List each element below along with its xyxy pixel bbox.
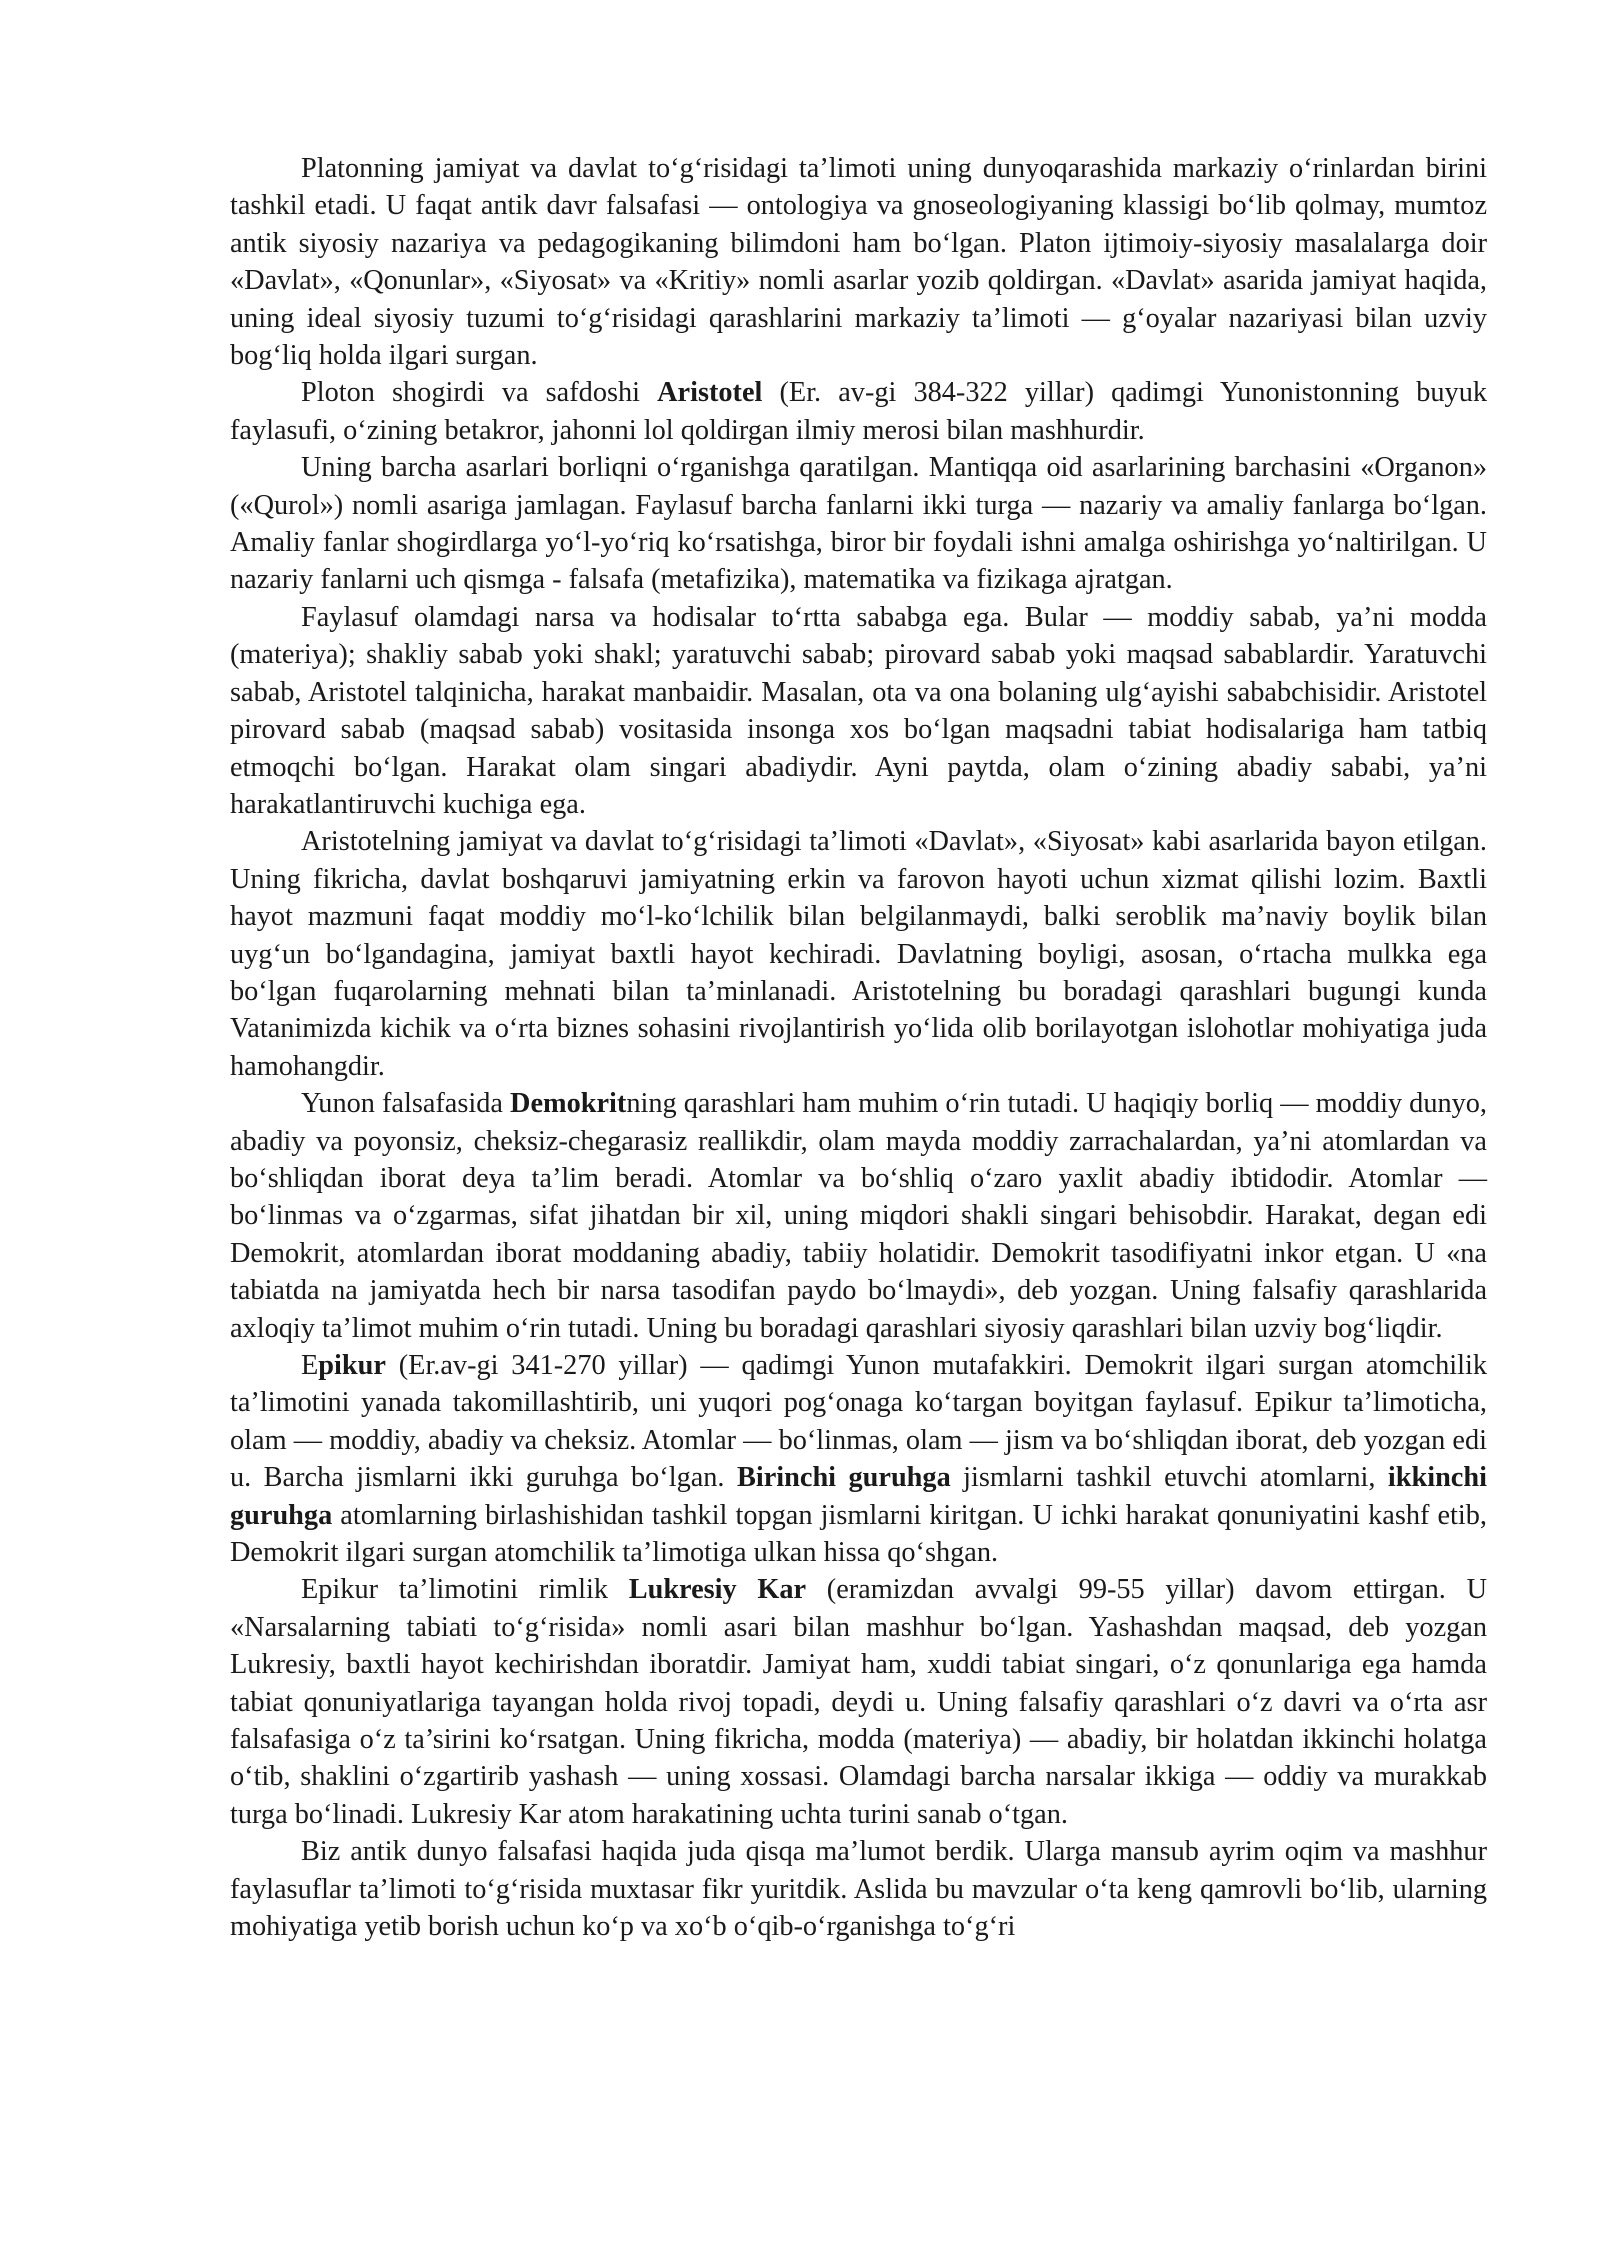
paragraph-demokrit bbox=[230, 1085, 1487, 1347]
text-run: Ploton shogirdi va safdoshi bbox=[301, 377, 658, 409]
paragraph-aristotel-works bbox=[230, 449, 1487, 599]
paragraph-epikur bbox=[230, 1347, 1487, 1571]
document-body bbox=[230, 150, 1487, 1946]
text-run: E bbox=[301, 1350, 319, 1381]
bold-term: Aristotel bbox=[657, 377, 763, 409]
text-run: ning qarashlari ham muhim o‘rin tutadi. U haqiqiy borliq — moddiy dunyo, abadiy va poyonsiz, cheksiz-chegarasiz reallikdir, olam mayda moddiy zarrachalardan, ya’ni atomlardan va bo‘shliqdan iborat deya ta’lim beradi. Atomlar va bo‘shliq o‘zaro yaxlit abadiy ibtidodir. Atomlar — bo‘linmas va o‘zgarmas, sifat jihatdan bir xil, uning miqdori shakli singari behisobdir. Harakat, degan edi Demokrit, atomlardan iborat moddaning abadiy, tabiiy holatidir. Demokrit tasodifiyatni inkor etgan. U «na tabiatda na jamiyatda hech bir narsa tasodifan paydo bo‘lmaydi», deb yozgan. Uning falsafiy qarashlarida axloqiy ta’limot muhim o‘rin tutadi. Uning bu boradagi qarashlari siyosiy qarashlari bilan uzviy bog‘liqdir. bbox=[230, 1088, 1487, 1344]
bold-term: pikur bbox=[318, 1350, 386, 1381]
text-run: Uning barcha asarlari borliqni o‘rganishga qaratilgan. Mantiqqa oid asarlarining barchasini «Organon» («Qurol») nomli asariga jamlagan. Faylasuf barcha fanlarni ikki turga — nazariy va amaliy fanlarga bo‘lgan. Amaliy fanlar shogirdlarga yo‘l-yo‘riq ko‘rsatishga, biror bir foydali ishni amalga oshirishga yo‘naltirilgan. U nazariy fanlarni uch qismga - falsafa (metafizika), matematika va fizikaga ajratgan. bbox=[230, 452, 1487, 596]
paragraph-lukresiy bbox=[230, 1571, 1487, 1833]
paragraph-platon-state bbox=[230, 150, 1487, 374]
paragraph-aristotel-state bbox=[230, 823, 1487, 1085]
paragraph-aristotel-causes bbox=[230, 599, 1487, 823]
text-run: jismlarni tashkil etuvchi atomlarni, bbox=[950, 1462, 1388, 1494]
text-run: (eramizdan avvalgi 99-55 yillar) davom ettirgan. U «Narsalarning tabiati to‘g‘risida» nomli asari bilan mashhur bo‘lgan. Yashashdan maqsad, deb yozgan Lukresiy, baxtli hayot kechirishdan iboratdir. Jamiyat ham, xuddi tabiat singari, o‘z qonunlariga ega hamda tabiat qonuniyatlariga tayangan holda rivoj topadi, deydi u. Uning falsafiy qarashlari o‘z davri va o‘rta asr falsafasiga o‘z ta’sirini ko‘rsatgan. Uning fikricha, modda (materiya) — abadiy, bir holatdan ikkinchi holatga o‘tib, shaklini o‘zgartirib yashash — uning xossasi. Olamdagi barcha narsalar ikkiga — oddiy va murakkab turga bo‘linadi. Lukresiy Kar atom harakatining uchta turini sanab o‘tgan. bbox=[230, 1574, 1488, 1830]
text-run: atomlarning birlashishidan tashkil topgan jismlarni kiritgan. U ichki harakat qonuniyatini kashf etib, Demokrit ilgari surgan atomchilik ta’limotiga ulkan hissa qo‘shgan. bbox=[230, 1499, 1487, 1569]
text-run: Platonning jamiyat va davlat to‘g‘risidagi ta’limoti uning dunyoqarashida markaziy o‘rinlardan birini tashkil etadi. U faqat antik davr falsafasi — ontologiya va gnoseologiyaning klassigi bo‘lib qolmay, mumtoz antik siyosiy nazariya va pedagogikaning bilimdoni ham bo‘lgan. Platon ijtimoiy-siyosiy masalalarga doir «Davlat», «Qonunlar», «Siyosat» va «Kritiy» nomli asarlar yozib qoldirgan. «Davlat» asarida jamiyat haqida, uning ideal siyosiy tuzumi to‘g‘risidagi qarashlarini markaziy ta’limoti — g‘oyalar nazariyasi bilan uzviy bog‘liq holda ilgari surgan. bbox=[230, 153, 1487, 372]
text-run: (Er. av-gi 384-322 yillar) qadimgi Yunonistonning buyuk faylasufi, o‘zining betakror, jahonni lol qoldirgan ilmiy merosi bilan mashhurdir. bbox=[230, 377, 1487, 446]
text-run: Aristotelning jamiyat va davlat to‘g‘risidagi ta’limoti «Davlat», «Siyosat» kabi asarlarida bayon etilgan. Uning fikricha, davlat boshqaruvi jamiyatning erkin va farovon hayoti uchun xizmat qilishi lozim. Baxtli hayot mazmuni faqat moddiy mo‘l-ko‘lchilik bilan belgilanmaydi, balki seroblik ma’naviy boylik bilan uyg‘un bo‘lgandagina, jamiyat baxtli hayot kechiradi. Davlatning boyligi, asosan, o‘rtacha mulkka ega bo‘lgan fuqarolarning mehnati bilan ta’minlanadi. Aristotelning bu boradagi qarashlari bugungi kunda Vatanimizda kichik va o‘rta biznes sohasini rivojlantirish yo‘lida olib borilayotgan islohotlar mohiyatiga juda hamohangdir. bbox=[230, 826, 1487, 1082]
text-run: Epikur ta’limotini rimlik bbox=[301, 1574, 629, 1606]
paragraph-aristotel-intro bbox=[230, 374, 1487, 449]
bold-term: ikkinchi guruhga bbox=[230, 1462, 1487, 1531]
text-run: Faylasuf olamdagi narsa va hodisalar to‘rtta sababga ega. Bular — moddiy sabab, ya’ni modda (materiya); shakliy sabab yoki shakl; yaratuvchi sabab; pirovard sabab yoki maqsad sabablardir. Yaratuvchi sabab, Aristotel talqinicha, harakat manbaidir. Masalan, ota va ona bolaning ulg‘ayishi sababchisidir. Aristotel pirovard sabab (maqsad sabab) vositasida insonga xos bo‘lgan maqsadni tabiat hodisalariga ham tatbiq etmoqchi bo‘lgan. Harakat olam singari abadiydir. Ayni paytda, olam o‘zining abadiy sababi, ya’ni harakatlantiruvchi kuchiga ega. bbox=[230, 601, 1487, 820]
bold-term: Demokrit bbox=[510, 1088, 627, 1120]
bold-term: Birinchi guruhga bbox=[736, 1462, 951, 1494]
text-run: Biz antik dunyo falsafasi haqida juda qisqa ma’lumot berdik. Ularga mansub ayrim oqim va mashhur faylasuflar ta’limoti to‘g‘risida muxtasar fikr yuritdik. Aslida bu mavzular o‘ta keng qamrovli bo‘lib, ularning mohiyatiga yetib borish uchun ko‘p va xo‘b o‘qib-o‘rganishga to‘g‘ri bbox=[230, 1836, 1487, 1943]
paragraph-conclusion bbox=[230, 1833, 1487, 1945]
text-run: Yunon falsafasida bbox=[301, 1088, 511, 1120]
document-page bbox=[230, 150, 1487, 1946]
bold-term: Lukresiy Kar bbox=[628, 1574, 807, 1606]
text-run: (Er.av-gi 341-270 yillar) — qadimgi Yunon mutafakkiri. Demokrit ilgari surgan atomchilik ta’limotini yanada takomillashtirib, uni yuqori pog‘onaga ko‘targan boyitgan faylasuf. Epikur ta’limoticha, olam — moddiy, abadiy va cheksiz. Atomlar — bo‘linmas, olam — jism va bo‘shliqdan iborat, deb yozgan edi u. Barcha jismlarni ikki guruhga bo‘lgan. bbox=[230, 1350, 1487, 1494]
